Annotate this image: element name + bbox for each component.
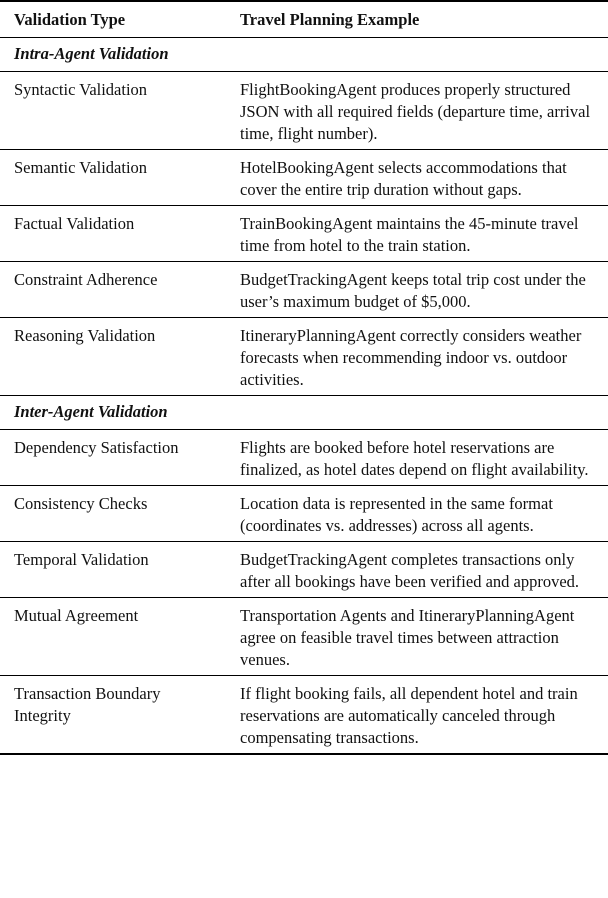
- table-row: [0, 542, 608, 598]
- table-row: [0, 430, 608, 486]
- validation-type-cell: Factual Validation: [14, 214, 135, 233]
- example-cell: If flight booking fails, all dependent hotel and train reservations are automatically canceled through compensating transactions.: [240, 684, 578, 747]
- validation-type-cell: Reasoning Validation: [14, 326, 156, 345]
- table-row: [0, 486, 608, 542]
- validation-type-cell: Temporal Validation: [14, 550, 149, 569]
- table-row: [0, 676, 608, 755]
- validation-type-cell: Constraint Adherence: [14, 270, 158, 289]
- table-header-row: [0, 1, 608, 38]
- example-cell: FlightBookingAgent produces properly structured JSON with all required fields (departure time, arrival time, flight number).: [240, 80, 591, 143]
- validation-type-cell: Syntactic Validation: [14, 80, 148, 99]
- table-row: [0, 150, 608, 206]
- example-cell: TrainBookingAgent maintains the 45-minute travel time from hotel to the train station.: [240, 214, 579, 255]
- table-row: [0, 318, 608, 396]
- section-heading-inter-agent: [0, 396, 608, 430]
- validation-type-cell: Consistency Checks: [14, 494, 148, 513]
- example-cell: BudgetTrackingAgent keeps total trip cost under the user’s maximum budget of $5,000.: [240, 270, 586, 311]
- example-cell: Transportation Agents and ItineraryPlanningAgent agree on feasible travel times between attraction venues.: [240, 606, 575, 669]
- section-title: Intra-Agent Validation: [14, 44, 169, 63]
- example-cell: ItineraryPlanningAgent correctly considers weather forecasts when recommending indoor vs. outdoor activities.: [240, 326, 582, 389]
- section-title: Inter-Agent Validation: [14, 402, 168, 421]
- table-row: [0, 72, 608, 150]
- example-cell: BudgetTrackingAgent completes transactions only after all bookings have been verified and approved.: [240, 550, 580, 591]
- validation-type-cell: Dependency Satisfaction: [14, 438, 179, 457]
- table-row: [0, 262, 608, 318]
- column-header-travel-example: Travel Planning Example: [240, 10, 420, 29]
- table-row: [0, 598, 608, 676]
- section-heading-intra-agent: [0, 38, 608, 72]
- table-row: [0, 206, 608, 262]
- column-header-validation-type: Validation Type: [14, 10, 126, 29]
- validation-type-cell: Transaction Boundary Integrity: [14, 684, 161, 725]
- validation-type-cell: Mutual Agreement: [14, 606, 139, 625]
- example-cell: HotelBookingAgent selects accommodations that cover the entire trip duration without gaps.: [240, 158, 567, 199]
- example-cell: Flights are booked before hotel reservations are finalized, as hotel dates depend on flight availability.: [240, 438, 589, 479]
- validation-type-cell: Semantic Validation: [14, 158, 148, 177]
- example-cell: Location data is represented in the same format (coordinates vs. addresses) across all agents.: [240, 494, 553, 535]
